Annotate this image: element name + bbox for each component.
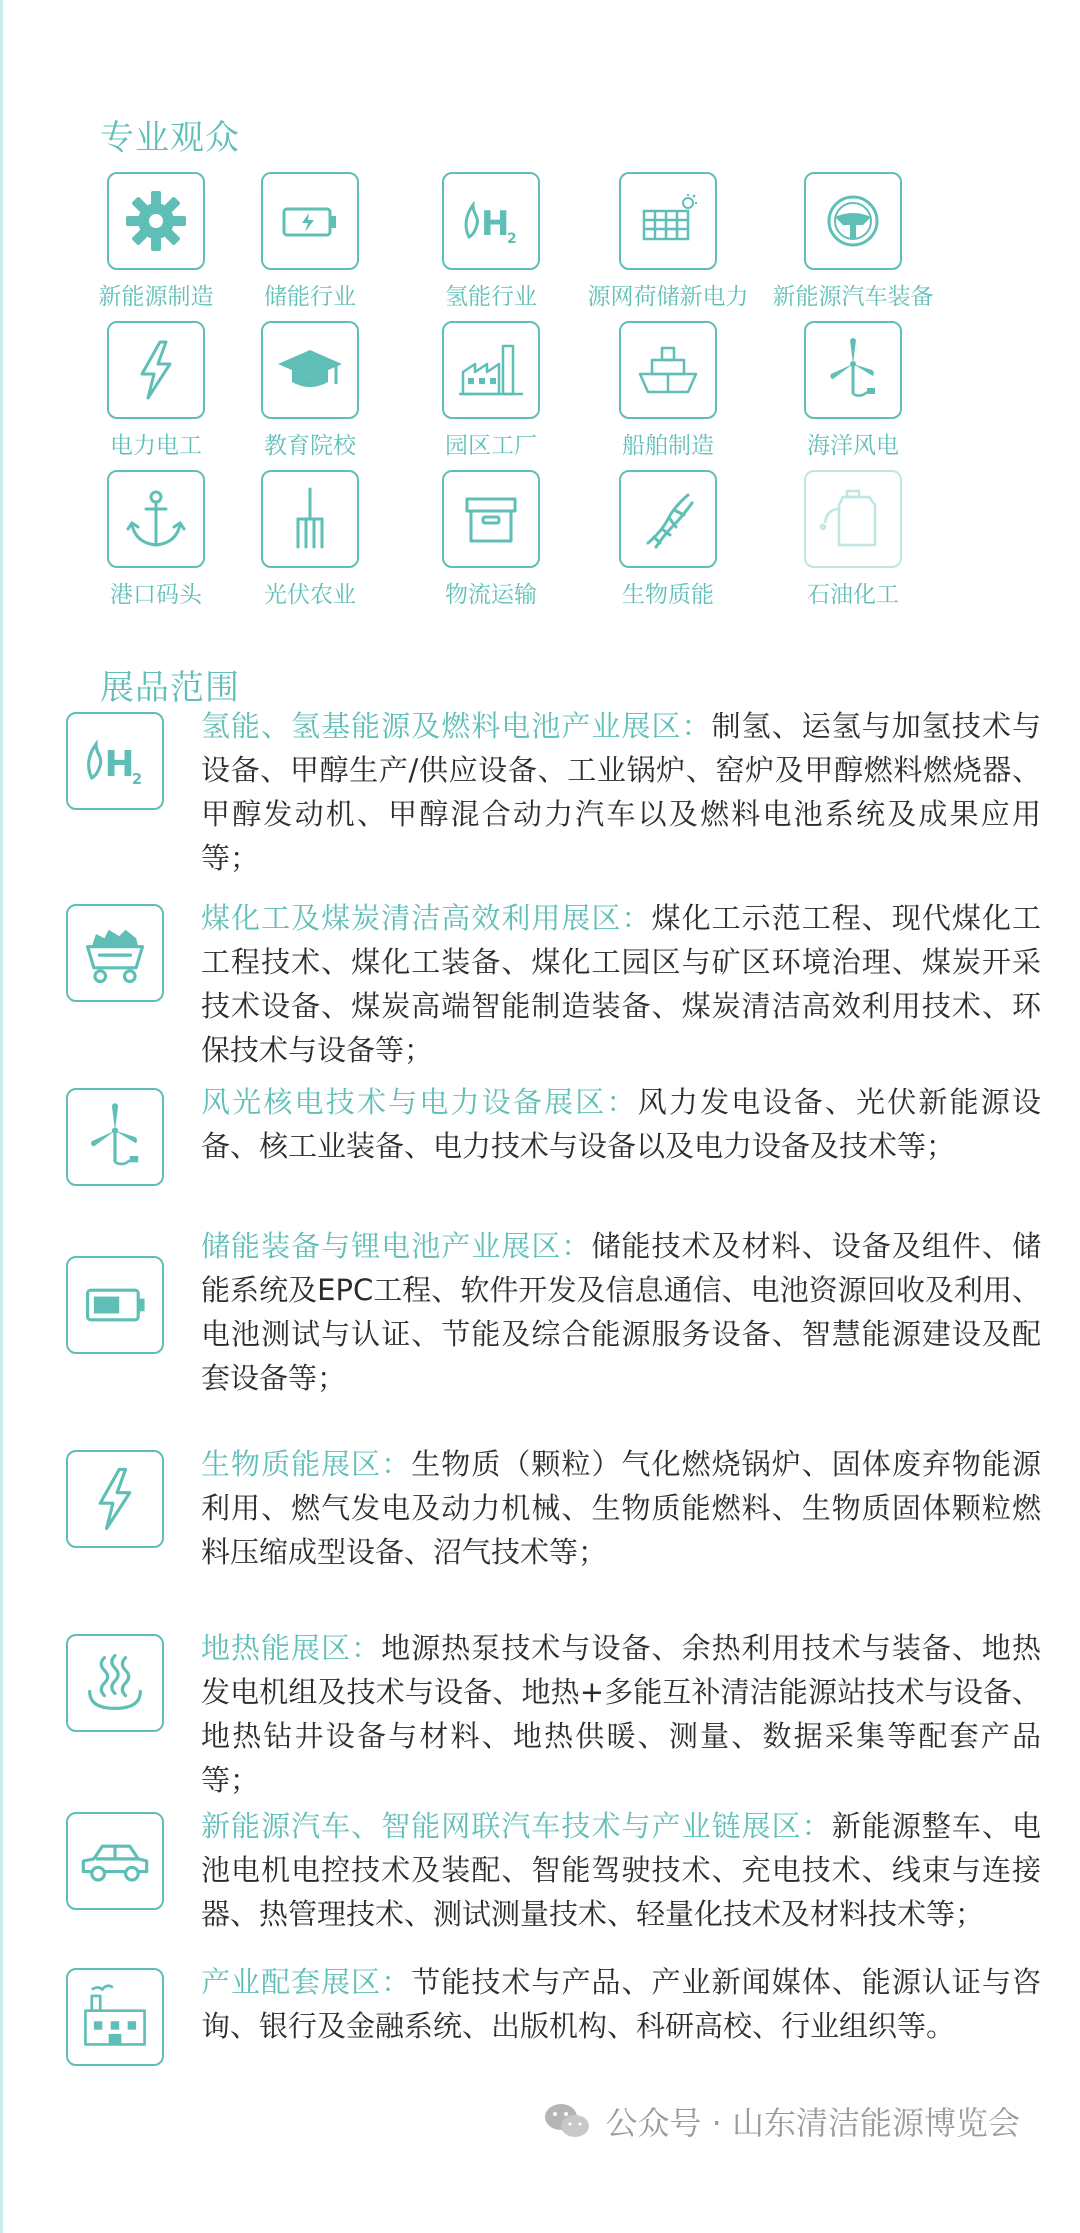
audience-tile	[442, 321, 540, 419]
graduation-cap-icon	[274, 334, 346, 406]
exhibit-icon	[66, 1088, 164, 1186]
audience-tile	[442, 470, 540, 568]
coal-cart-icon	[77, 915, 153, 991]
exhibit-body: 煤化工示范工程、现代煤化工工程技术、煤化工装备、煤化工园区与矿区环境治理、煤炭开采技术设备、煤炭高端智能制造装备、煤炭清洁高效利用技术、环保技术与设备等；	[201, 901, 1041, 1067]
exhibit-heading: 生物质能展区：	[201, 1447, 412, 1481]
left-border-rule	[0, 0, 3, 2233]
exhibit-icon	[66, 1256, 164, 1354]
audience-tile	[107, 172, 205, 270]
audience-item-label: 电力电工	[110, 433, 202, 459]
audience-tile	[619, 172, 717, 270]
audience-item-petrochemical	[763, 470, 943, 609]
exhibit-heading: 风光核电技术与电力设备展区：	[201, 1085, 638, 1119]
audience-item-education	[220, 321, 400, 460]
car-icon	[77, 1823, 153, 1899]
audience-item-label: 船舶制造	[622, 433, 714, 459]
audience-item-nev-equipment	[763, 172, 943, 311]
exhibit-icon	[66, 904, 164, 1002]
audience-tile	[261, 321, 359, 419]
audience-tile	[261, 470, 359, 568]
exhibits-section-title: 展品范围	[100, 668, 240, 708]
wechat-icon	[543, 2101, 591, 2141]
exhibit-body: 生物质（颗粒）气化燃烧锅炉、固体废弃物能源利用、燃气发电及动力机械、生物质能燃料、生物质固体颗粒燃料压缩成型设备、沼气技术等；	[201, 1447, 1041, 1569]
exhibit-heading: 氢能、氢基能源及燃料电池产业展区：	[201, 709, 712, 743]
audience-item-label: 生物质能	[622, 582, 714, 608]
wind-turbine-icon	[817, 334, 889, 406]
audience-item-label: 储能行业	[264, 284, 356, 310]
exhibit-body: 节能技术与产品、产业新闻媒体、能源认证与咨询、银行及金融系统、出版机构、科研高校、行业组织等。	[201, 1965, 1041, 2043]
dna-icon	[632, 483, 704, 555]
wind-turbine-icon	[77, 1099, 153, 1175]
audience-tile	[442, 172, 540, 270]
box-icon	[455, 483, 527, 555]
audience-item-label: 石油化工	[807, 582, 899, 608]
exhibit-description	[201, 704, 1041, 880]
hydrogen-h2-icon	[455, 185, 527, 257]
audience-tile	[804, 321, 902, 419]
svg-text:2: 2	[507, 231, 517, 247]
audience-item-offshore-wind	[763, 321, 943, 460]
exhibit-description	[201, 896, 1041, 1072]
factory-icon	[455, 334, 527, 406]
exhibit-icon	[66, 1450, 164, 1548]
exhibit-description	[201, 1080, 1041, 1168]
svg-text:H: H	[104, 743, 135, 785]
heat-waves-icon	[77, 1645, 153, 1721]
audience-item-biomass	[578, 470, 758, 609]
audience-item-pv-agriculture	[220, 470, 400, 609]
anchor-icon	[120, 483, 192, 555]
lightning-bolt-icon	[120, 334, 192, 406]
audience-item-energy-storage	[220, 172, 400, 311]
audience-item-shipbuilding	[578, 321, 758, 460]
audience-item-label: 教育院校	[264, 433, 356, 459]
audience-item-label: 源网荷储新电力	[587, 284, 749, 310]
svg-text:2: 2	[131, 771, 143, 789]
exhibit-description	[201, 1224, 1041, 1400]
audience-item-label: 海洋风电	[807, 433, 899, 459]
exhibit-heading: 新能源汽车、智能网联汽车技术与产业链展区：	[201, 1809, 832, 1843]
exhibit-body: 储能技术及材料、设备及组件、储能系统及EPC工程、软件开发及信息通信、电池资源回收及利用、电池测试与认证、节能及综合能源服务设备、智慧能源建设及配套设备等；	[201, 1229, 1041, 1395]
exhibit-description	[201, 1626, 1041, 1802]
exhibit-description	[201, 1442, 1041, 1574]
audience-tile	[619, 470, 717, 568]
audience-section-title: 专业观众	[100, 118, 240, 158]
gear-icon	[120, 185, 192, 257]
lightning-bolt-icon	[77, 1461, 153, 1537]
audience-tile	[107, 321, 205, 419]
audience-item-label: 光伏农业	[264, 582, 356, 608]
exhibit-heading: 储能装备与锂电池产业展区：	[201, 1229, 592, 1263]
audience-item-label: 园区工厂	[445, 433, 537, 459]
steering-wheel-icon	[817, 185, 889, 257]
battery-icon	[77, 1267, 153, 1343]
exhibit-description	[201, 1804, 1041, 1936]
audience-tile	[804, 172, 902, 270]
svg-text:H: H	[481, 204, 510, 244]
audience-tile	[619, 321, 717, 419]
exhibit-icon	[66, 1634, 164, 1732]
audience-item-label: 物流运输	[445, 582, 537, 608]
exhibit-body: 风力发电设备、光伏新能源设备、核工业装备、电力技术与设备以及电力设备及技术等；	[201, 1085, 1041, 1163]
audience-item-logistics	[401, 470, 581, 609]
audience-item-park-factory	[401, 321, 581, 460]
factory-icon	[77, 1979, 153, 2055]
audience-item-label: 新能源制造	[98, 284, 214, 310]
pitchfork-icon	[274, 483, 346, 555]
audience-item-label: 港口码头	[110, 582, 202, 608]
audience-item-grid-storage	[578, 172, 758, 311]
audience-item-label: 氢能行业	[445, 284, 537, 310]
solar-panel-icon	[632, 185, 704, 257]
footer-watermark	[543, 2098, 1020, 2144]
ship-icon	[632, 334, 704, 406]
exhibit-body: 新能源整车、电池电机电控技术及装配、智能驾驶技术、充电技术、线束与连接器、热管理技术、测试测量技术、轻量化技术及材料技术等；	[201, 1809, 1041, 1931]
exhibit-icon	[66, 712, 164, 810]
audience-tile	[261, 172, 359, 270]
oil-canister-icon	[817, 483, 889, 555]
footer-text: 公众号 · 山东清洁能源博览会	[605, 2104, 1020, 2142]
audience-tile	[804, 470, 902, 568]
audience-item-power-electrical	[66, 321, 246, 460]
battery-charge-icon	[274, 185, 346, 257]
exhibit-icon	[66, 1812, 164, 1910]
audience-item-new-energy-manufacturing	[66, 172, 246, 311]
exhibit-description	[201, 1960, 1041, 2048]
exhibit-heading: 煤化工及煤炭清洁高效利用展区：	[201, 901, 652, 935]
hydrogen-h2-icon	[77, 723, 153, 799]
exhibit-body: 制氢、运氢与加氢技术与设备、甲醇生产/供应设备、工业锅炉、窑炉及甲醇燃料燃烧器、甲醇发动机、甲醇混合动力汽车以及燃料电池系统及成果应用等；	[201, 709, 1041, 875]
audience-item-port-wharf	[66, 470, 246, 609]
audience-tile	[107, 470, 205, 568]
exhibit-icon	[66, 1968, 164, 2066]
audience-item-hydrogen	[401, 172, 581, 311]
exhibit-body: 地源热泵技术与设备、余热利用技术与装备、地热发电机组及技术与设备、地热+多能互补清洁能源站技术与设备、地热钻井设备与材料、地热供暖、测量、数据采集等配套产品等；	[201, 1631, 1041, 1797]
exhibit-heading: 地热能展区：	[201, 1631, 382, 1665]
exhibit-heading: 产业配套展区：	[201, 1965, 412, 1999]
audience-item-label: 新能源汽车装备	[772, 284, 934, 310]
